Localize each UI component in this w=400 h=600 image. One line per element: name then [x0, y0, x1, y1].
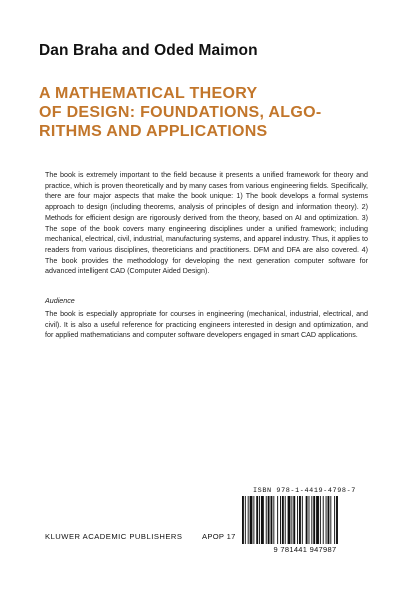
- series-number: APOP 17: [202, 532, 236, 541]
- publisher-name: KLUWER ACADEMIC PUBLISHERS: [45, 532, 183, 541]
- title-line: A MATHEMATICAL THEORY: [39, 85, 258, 102]
- audience-label: Audience: [45, 297, 75, 305]
- barcode-digits: 9 781441 947987: [273, 545, 337, 554]
- description-paragraph: The book is extremely important to the field because it presents a unified framework for theory and practice, which is proven theoretically and by many cases from various engineering fields. Specifically, there are four major aspects that make the book unique: 1) The book develops a formal systems approach to design (including theorems, analysis of principles of design and information theory). 2) Methods for efficient design are rigorously derived from the theory, based on AI and optimization. 3) The sope of the book covers many engineering disciplines under a unified framework; including mechanical, electrical, civil, industrial, manufacturing systems, and apparel industry. Thus, it applies to readers from various disciplines, theoreticians and practitioners. DFM and DFA are also covered. 4) The book provides the methodology for developing the next generation computer software for advanced intelligent CAD (Computer Aided Design).: [45, 171, 368, 276]
- title-line: OF DESIGN: FOUNDATIONS, ALGO-: [39, 104, 322, 121]
- audience-paragraph: The book is especially appropriate for courses in engineering (mechanical, industrial, electrical, and civil). It is also a useful reference for practicing engineers interested in design and optimization, and for applied mathematicians and computer software developers engaged in smart CAD applications.: [45, 310, 368, 340]
- authors: Dan Braha and Oded Maimon: [39, 42, 258, 59]
- title-line: RITHMS AND APPLICATIONS: [39, 123, 268, 140]
- book-title: [39, 84, 369, 141]
- barcode-icon: [240, 496, 370, 544]
- isbn-text: ISBN 978-1-4419-4798-7: [253, 487, 356, 495]
